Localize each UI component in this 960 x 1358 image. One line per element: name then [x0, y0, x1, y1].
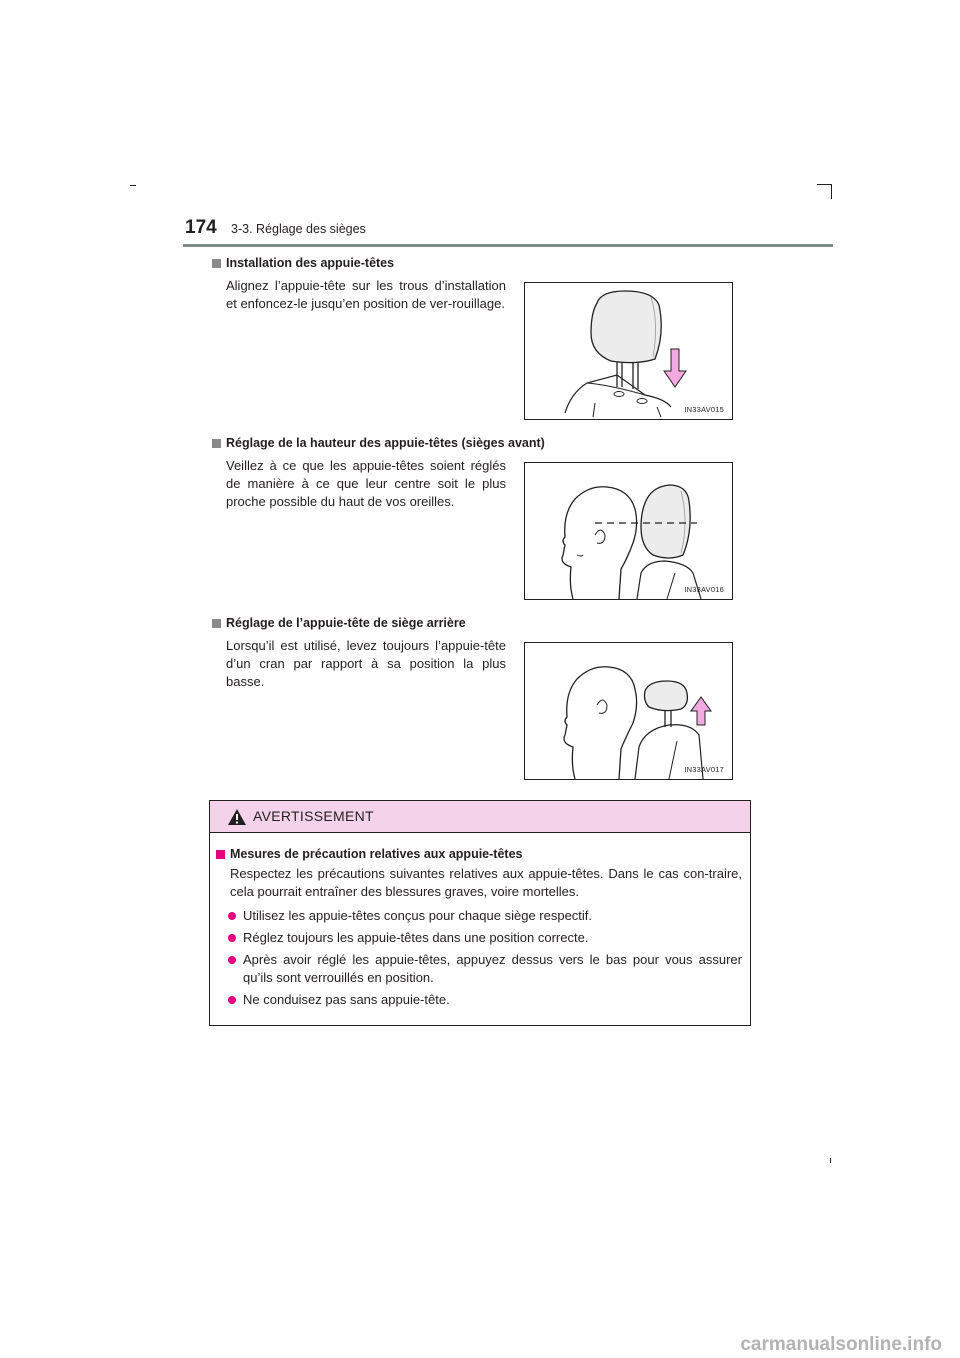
chapter-title: 3-3. Réglage des sièges — [231, 222, 366, 236]
warning-bullet-text: Ne conduisez pas sans appuie-tête. — [243, 992, 450, 1007]
warning-title: AVERTISSEMENT — [253, 808, 374, 824]
headrest-install-illustration — [525, 283, 732, 419]
page-number: 174 — [185, 217, 217, 238]
warning-bullet-text: Après avoir réglé les appuie-têtes, appuyez dessus vers le bas pour vous assurer qu’ils sont verrouillés en position. — [243, 952, 742, 985]
square-bullet-icon — [212, 259, 221, 268]
warning-heading — [216, 847, 522, 861]
warning-intro: Respectez les précautions suivantes relatives aux appuie-têtes. Dans le cas con-traire, cela pourrait entraîner des blessures graves, voire mortelles. — [230, 866, 742, 899]
crop-mark-top-right-v — [831, 184, 832, 199]
section-heading-text: Installation des appuie-têtes — [226, 256, 395, 270]
section-text-rear: Lorsqu’il est utilisé, levez toujours l’appuie-tête d’un cran par rapport à sa position la plus basse. — [226, 638, 506, 689]
square-bullet-icon — [212, 439, 221, 448]
figure-code: IN33AV017 — [684, 765, 724, 774]
section-heading-text: Réglage de la hauteur des appuie-têtes (sièges avant) — [226, 436, 545, 450]
section-text-installation: Alignez l’appuie-tête sur les trous d’installation et enfoncez-le jusqu’en position de ver-rouillage. — [226, 278, 506, 311]
crop-mark-bottom-right — [830, 1158, 831, 1163]
section-text-front-height: Veillez à ce que les appuie-têtes soient réglés de manière à ce que leur centre soit le plus proche possible du haut de vos oreilles. — [226, 458, 506, 509]
section-heading-installation — [212, 256, 394, 270]
warning-heading-text: Mesures de précaution relatives aux appuie-têtes — [230, 847, 523, 861]
watermark[interactable]: carmanualsonline.info — [740, 1334, 942, 1355]
crop-mark-top-left — [130, 185, 136, 186]
bullet-dot-icon — [228, 934, 236, 942]
warning-bullet — [228, 907, 742, 925]
rear-headrest-illustration — [525, 643, 732, 779]
warning-triangle-icon — [227, 808, 247, 826]
figure-code: IN33AV016 — [684, 585, 724, 594]
crop-mark-top-right-h — [817, 184, 832, 185]
warning-bullet — [228, 929, 742, 947]
section-heading-text: Réglage de l’appuie-tête de siège arrière — [226, 616, 466, 630]
warning-bullet-text: Réglez toujours les appuie-têtes dans une position correcte. — [243, 930, 589, 945]
head-alignment-illustration — [525, 463, 732, 599]
figure-installation — [524, 282, 733, 420]
square-bullet-icon — [216, 850, 225, 859]
warning-bullet — [228, 991, 742, 1009]
warning-header — [210, 801, 750, 833]
bullet-dot-icon — [228, 912, 236, 920]
figure-front-height — [524, 462, 733, 600]
bullet-dot-icon — [228, 996, 236, 1004]
header-rule — [183, 244, 833, 247]
section-heading-rear — [212, 616, 466, 630]
figure-code: IN33AV015 — [684, 405, 724, 414]
section-heading-front-height — [212, 436, 545, 450]
warning-bullet-text: Utilisez les appuie-têtes conçus pour chaque siège respectif. — [243, 908, 593, 923]
figure-rear — [524, 642, 733, 780]
warning-bullet — [228, 951, 742, 987]
warning-box — [209, 800, 751, 1026]
bullet-dot-icon — [228, 956, 236, 964]
square-bullet-icon — [212, 619, 221, 628]
